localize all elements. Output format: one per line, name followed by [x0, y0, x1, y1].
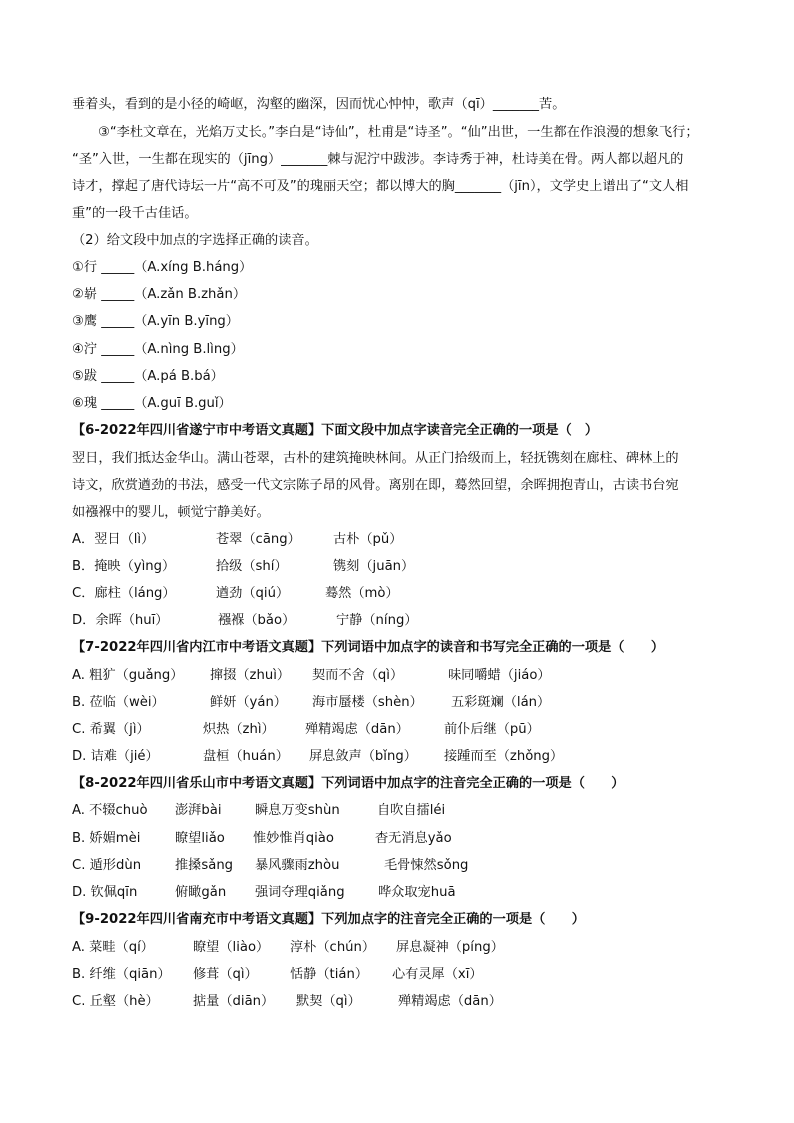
option-word: 撺掇（zhuì）	[210, 668, 291, 683]
option-word: 瞭望liǎo	[175, 831, 225, 846]
option-word: A. 粗犷（guǎng）	[72, 668, 184, 683]
passage-line: 垂着头，看到的是小径的崎岖，沟壑的幽深，因而忧心忡忡，歌声（qī）_______苦。	[72, 97, 566, 112]
option-word: 盘桓（huán）	[203, 749, 289, 764]
option-word: A．翌日（lì）	[72, 532, 155, 547]
option-word: 古朴（pǔ）	[333, 532, 403, 547]
choice-item: ⑤跋 _____（A.pá B.bá）	[72, 369, 224, 384]
choice-item: ①行 _____（A.xíng B.háng）	[72, 260, 253, 275]
option-word: D. 钦佩qīn	[72, 885, 138, 900]
option-word: 哗众取宠huā	[378, 885, 456, 900]
question-text: 如襁褓中的婴儿，顿觉宁静美好。	[72, 505, 270, 520]
option-word: B. 娇媚mèi	[72, 831, 141, 846]
option-word: 苍翠（cāng）	[216, 532, 301, 547]
option-word: B. 纤维（qiān）	[72, 967, 171, 982]
option-word: 镌刻（juān）	[333, 559, 415, 574]
option-word: D. 诘难（jié）	[72, 749, 159, 764]
option-word: 默契（qì）	[296, 994, 361, 1009]
option-word: C. 希翼（jì）	[72, 722, 150, 737]
option-word: 自吹自擂léi	[377, 803, 446, 818]
option-word: B．掩映（yìng）	[72, 559, 176, 574]
option-word: 强词夺理qiǎng	[255, 885, 345, 900]
option-word: 屏息凝神（píng）	[396, 940, 504, 955]
option-word: 契而不舍（qì）	[312, 668, 404, 683]
passage-line: “圣”入世，一生都在现实的（jīng）_______棘与泥泞中跋涉。李诗秀于神，杜诗美在骨。两人都以超凡的	[72, 152, 684, 167]
option-word: 澎湃bài	[175, 803, 222, 818]
option-word: 殚精竭虑（dān）	[398, 994, 502, 1009]
option-word: 淳朴（chún）	[290, 940, 376, 955]
question-title: 【8-2022年四川省乐山市中考语文真题】下列词语中加点字的注音完全正确的一项是（ ）	[72, 776, 625, 791]
option-word: 毛骨悚然sǒng	[384, 858, 469, 873]
option-word: 拾级（shí）	[216, 559, 288, 574]
option-word: 殚精竭虑（dān）	[305, 722, 409, 737]
option-word: 遒劲（qiú）	[216, 586, 290, 601]
option-word: 屏息敛声（bǐng）	[309, 749, 417, 764]
option-word: 杳无消息yǎo	[375, 831, 452, 846]
question-text: 翌日，我们抵达金华山。满山苍翠，古朴的建筑掩映林间。从正门拾级而上，轻抚镌刻在廊柱、碑林上的	[72, 451, 679, 466]
option-word: 海市蜃楼（shèn）	[312, 695, 423, 710]
option-word: 鲜妍（yán）	[210, 695, 287, 710]
option-word: 前仆后继（pū）	[444, 722, 540, 737]
option-word: 宁静（níng）	[336, 613, 418, 628]
option-word: 推搡sǎng	[175, 858, 234, 873]
question-text: 诗文，欣赏遒劲的书法，感受一代文宗陈子昂的风骨。离别在即，蓦然回望，余晖拥抱青山，古读书台宛	[72, 478, 679, 493]
option-word: 恬静（tián）	[290, 967, 369, 982]
option-word: 味同嚼蜡（jiáo）	[448, 668, 551, 683]
option-word: A. 不辍chuò	[72, 803, 148, 818]
option-word: 瞭望（liào）	[193, 940, 270, 955]
question-title: 【6-2022年四川省遂宁市中考语文真题】下面文段中加点字读音完全正确的一项是（ ）	[72, 423, 599, 438]
option-word: 惟妙惟肖qiào	[253, 831, 334, 846]
option-word: D．余晖（huī）	[72, 613, 169, 628]
option-word: 修葺（qì）	[193, 967, 258, 982]
choice-item: ③鹰 _____（A.yīn B.yīng）	[72, 314, 239, 329]
option-word: 襁褓（bǎo）	[218, 613, 296, 628]
option-word: 掂量（diān）	[193, 994, 275, 1009]
choice-item: ②崭 _____（A.zǎn B.zhǎn）	[72, 287, 247, 302]
option-word: 俯瞰gǎn	[175, 885, 227, 900]
question-title: 【7-2022年四川省内江市中考语文真题】下列词语中加点字的读音和书写完全正确的一项是（ ）	[72, 640, 665, 655]
option-word: 五彩斑斓（lán）	[451, 695, 551, 710]
option-word: 蓦然（mò）	[325, 586, 399, 601]
option-word: A. 菜畦（qí）	[72, 940, 154, 955]
option-word: 瞬息万变shùn	[255, 803, 340, 818]
option-word: 暴风骤雨zhòu	[255, 858, 340, 873]
option-word: 心有灵犀（xī）	[392, 967, 483, 982]
option-word: B. 莅临（wèi）	[72, 695, 165, 710]
passage-line: 诗才，撑起了唐代诗坛一片“高不可及”的瑰丽天空；都以博大的胸_______（jīn），文学史上谱出了“文人相	[72, 179, 689, 194]
sub-question-prompt: （2）给文段中加点的字选择正确的读音。	[72, 233, 318, 248]
option-word: 炽热（zhì）	[203, 722, 275, 737]
question-title: 【9-2022年四川省南充市中考语文真题】下列加点字的注音完全正确的一项是（ ）	[72, 912, 585, 927]
passage-line: 重”的一段千古佳话。	[72, 206, 198, 221]
option-word: C．廊柱（láng）	[72, 586, 176, 601]
option-word: 接踵而至（zhǒng）	[444, 749, 564, 764]
option-word: C. 丘壑（hè）	[72, 994, 159, 1009]
option-word: C. 遁形dùn	[72, 858, 142, 873]
passage-line: ③“李杜文章在，光焰万丈长。”李白是“诗仙”，杜甫是“诗圣”。“仙”出世，一生都在作浪漫的想象飞行；	[98, 125, 699, 140]
choice-item: ④泞 _____（A.nìng B.lìng）	[72, 342, 244, 357]
choice-item: ⑥瑰 _____（A.guī B.guǐ）	[72, 396, 232, 411]
